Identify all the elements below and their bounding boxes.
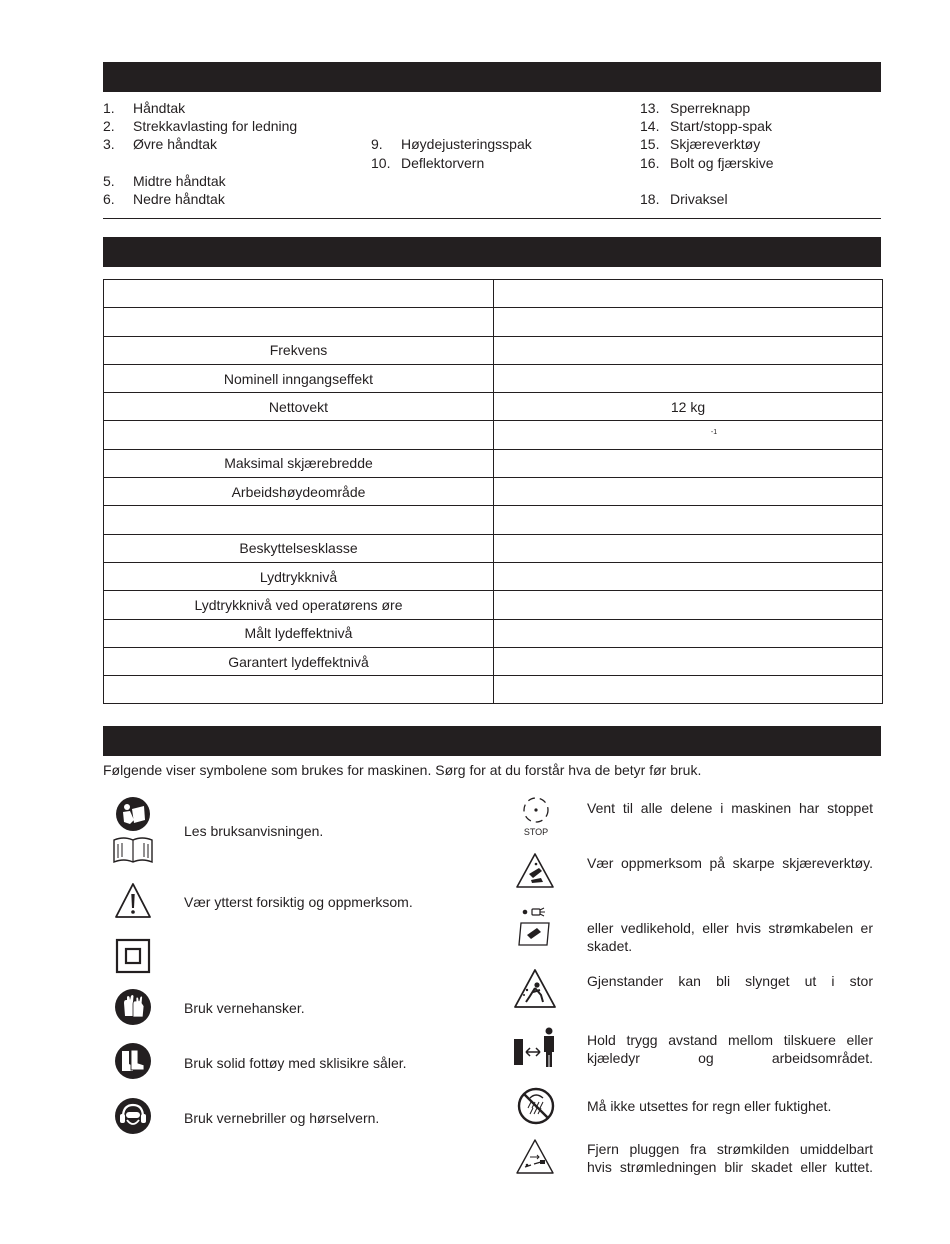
unplug-damaged-cable-icon: [515, 1138, 555, 1176]
spec-value: [494, 591, 883, 619]
spec-label: Arbeidshøydeområde: [104, 478, 494, 506]
spec-label: [104, 676, 494, 704]
symbol-description: Bruk vernebriller og hørselvern.: [184, 1110, 380, 1126]
symbol-description: Vær oppmerksom på skarpe skjæreverktøy.: [587, 855, 873, 871]
spec-label: Lydtrykknivå: [104, 562, 494, 590]
spec-value: [494, 449, 883, 477]
spec-value: [494, 280, 883, 308]
table-row: [104, 421, 883, 449]
spec-value: [494, 478, 883, 506]
symbol-description: eller vedlikehold, eller hvis strømkabelen er skadet.: [587, 920, 873, 954]
spec-value: 12 kg: [494, 393, 883, 421]
symbol-description: Bruk vernehansker.: [184, 1000, 305, 1016]
read-manual-icon: [112, 796, 156, 868]
spec-label: Garantert lydeffektnivå: [104, 647, 494, 675]
table-row: [104, 534, 883, 562]
symbol-description: Vær ytterst forsiktig og oppmerksom.: [184, 894, 413, 910]
parts-item: 16. Bolt og fjærskive: [640, 154, 774, 171]
parts-item: [371, 99, 631, 117]
parts-item: 3. Øvre håndtak: [103, 136, 218, 153]
double-insulation-icon: [115, 938, 151, 974]
stop-icon-label: STOP: [523, 827, 549, 837]
table-row: [104, 619, 883, 647]
unplug-manual-icon: [515, 905, 555, 949]
symbol-description: Hold trygg avstand mellom tilskuere eller kjæledyr og arbeidsområdet.: [587, 1032, 873, 1066]
spec-value: [494, 647, 883, 675]
symbol-description: Må ikke utsettes for regn eller fuktighet.: [587, 1098, 832, 1114]
spec-label: Maksimal skjærebredde: [104, 449, 494, 477]
table-row: [104, 393, 883, 421]
spec-value: [494, 676, 883, 704]
parts-list-column-3: [640, 99, 880, 208]
parts-list-column-2: [371, 99, 631, 172]
table-row: [104, 449, 883, 477]
parts-item: 1. Håndtak: [103, 100, 186, 116]
spec-label: Lydtrykknivå ved operatørens øre: [104, 591, 494, 619]
parts-item: 13. Sperreknapp: [640, 100, 751, 116]
section-header-bar-2: [103, 237, 881, 267]
spec-label: [104, 421, 494, 449]
table-row: [104, 562, 883, 590]
spec-value: [494, 308, 883, 336]
spec-value: [494, 364, 883, 392]
symbol-description: Vent til alle delene i maskinen har stoppet: [587, 800, 873, 816]
warning-triangle-icon: [113, 881, 153, 921]
parts-item: [103, 154, 363, 172]
sharp-blade-icon: [515, 852, 555, 890]
no-rain-icon: [516, 1086, 556, 1126]
table-row: [104, 336, 883, 364]
spec-label: [104, 308, 494, 336]
table-row: [104, 676, 883, 704]
parts-item: 2. Strekkavlasting for ledning: [103, 118, 298, 135]
symbol-description: Bruk solid fottøy med sklisikre såler.: [184, 1055, 407, 1071]
symbol-description: Fjern pluggen fra strømkilden umiddelbart hvis strømledningen blir skadet eller kuttet.: [587, 1141, 873, 1175]
boots-icon: [114, 1042, 152, 1080]
table-row: [104, 478, 883, 506]
parts-list-column-1: [103, 99, 363, 208]
spec-value: [494, 421, 883, 449]
parts-divider-line: [103, 218, 881, 219]
parts-item: [371, 117, 631, 135]
spec-label: [104, 280, 494, 308]
symbol-description: Les bruksanvisningen.: [184, 823, 324, 839]
spec-label: Målt lydeffektnivå: [104, 619, 494, 647]
gloves-icon: [114, 988, 152, 1026]
parts-item: 9. Høydejusteringsspak: [371, 136, 532, 153]
specifications-table: [103, 279, 883, 704]
section-header-bar-3: [103, 726, 881, 756]
section-header-bar-1: [103, 62, 881, 92]
spec-label: Beskyttelsesklasse: [104, 534, 494, 562]
table-row: [104, 308, 883, 336]
parts-item: 14. Start/stopp-spak: [640, 118, 772, 135]
table-row: [104, 647, 883, 675]
table-row: [104, 364, 883, 392]
unit-superscript: -1: [710, 429, 718, 437]
spec-label: Nettovekt: [104, 393, 494, 421]
symbols-intro-text: Følgende viser symbolene som brukes for maskinen. Sørg for at du forstår hva de betyr før bruk.: [103, 762, 702, 778]
symbol-description: Gjenstander kan bli slynget ut i stor: [587, 973, 873, 989]
spec-label: Nominell inngangseffekt: [104, 364, 494, 392]
spec-value: [494, 619, 883, 647]
goggles-ear-protection-icon: [114, 1097, 152, 1135]
spec-value: [494, 534, 883, 562]
thrown-objects-icon: [513, 968, 557, 1010]
spec-label: [104, 506, 494, 534]
spec-value: [494, 506, 883, 534]
parts-item: 15. Skjæreverktøy: [640, 136, 761, 153]
parts-item: 10. Deflektorvern: [371, 154, 485, 171]
parts-item: [640, 172, 880, 190]
wait-stop-icon: [516, 793, 556, 837]
spec-value: [494, 336, 883, 364]
parts-item: 5. Midtre håndtak: [103, 172, 226, 189]
parts-item: 6. Nedre håndtak: [103, 190, 225, 207]
table-row: [104, 506, 883, 534]
spec-label: Frekvens: [104, 336, 494, 364]
spec-value: [494, 562, 883, 590]
table-row: [104, 591, 883, 619]
keep-distance-icon: [512, 1025, 558, 1069]
table-row: [104, 280, 883, 308]
parts-item: 18. Drivaksel: [640, 190, 728, 207]
